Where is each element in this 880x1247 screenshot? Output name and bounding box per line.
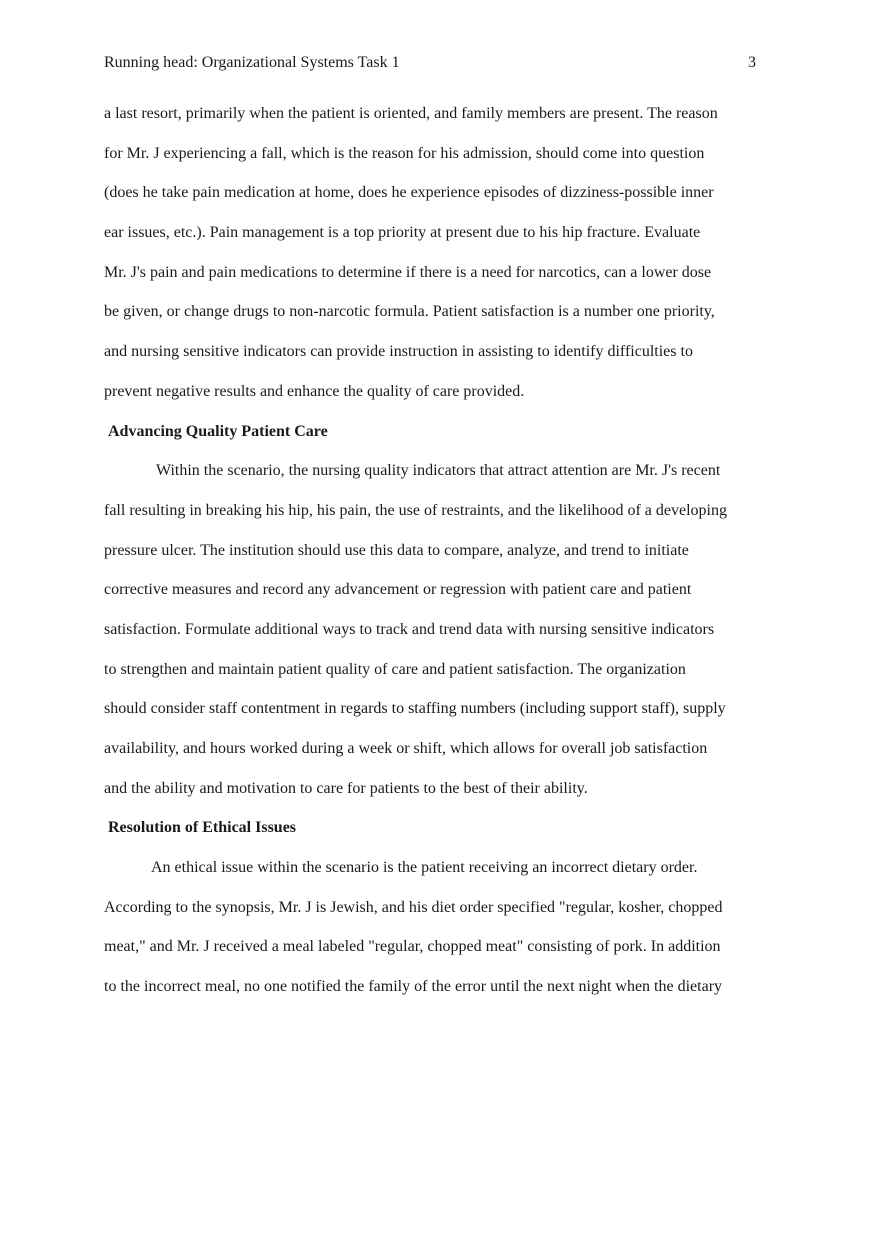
text-line: According to the synopsis, Mr. J is Jewish, and his diet order specified "regular, kosher, chopped (104, 898, 723, 916)
text-line: to strengthen and maintain patient quality of care and patient satisfaction. The organization (104, 660, 686, 678)
text-line: should consider staff contentment in regards to staffing numbers (including support staff), supply (104, 700, 726, 718)
text-line: prevent negative results and enhance the quality of care provided. (104, 382, 525, 400)
text-line: satisfaction. Formulate additional ways to track and trend data with nursing sensitive indicators (104, 620, 715, 638)
body-text (104, 94, 784, 1007)
text-line: a last resort, primarily when the patient is oriented, and family members are present. The reason (104, 105, 718, 122)
text-line: Within the scenario, the nursing quality indicators that attract attention are Mr. J's recent (156, 462, 721, 480)
text-line: for Mr. J experiencing a fall, which is the reason for his admission, should come into question (104, 144, 705, 162)
text-line: ear issues, etc.). Pain management is a top priority at present due to his hip fracture. Evaluate (104, 224, 701, 242)
text-line: and nursing sensitive indicators can provide instruction in assisting to identify difficulties to (104, 343, 693, 361)
page-number: 3 (748, 54, 756, 71)
text-line: availability, and hours worked during a week or shift, which allows for overall job satisfaction (104, 740, 708, 757)
text-line: to the incorrect meal, no one notified the family of the error until the next night when the dietary (104, 978, 723, 996)
text-line: (does he take pain medication at home, does he experience episodes of dizziness-possible inner (104, 184, 714, 202)
text-line: An ethical issue within the scenario is the patient receiving an incorrect dietary order. (151, 859, 698, 877)
running-head-title: Running head: Organizational Systems Task 1 (104, 54, 400, 71)
text-line: fall resulting in breaking his hip, his pain, the use of restraints, and the likelihood of a developing (104, 501, 727, 519)
text-line: pressure ulcer. The institution should use this data to compare, analyze, and trend to initiate (104, 541, 689, 559)
section-heading-ethical-issues: Resolution of Ethical Issues (108, 819, 297, 837)
text-line: corrective measures and record any advancement or regression with patient care and patient (104, 581, 692, 599)
text-line: and the ability and motivation to care for patients to the best of their ability. (104, 779, 588, 797)
running-head (104, 52, 756, 74)
section-heading-advancing-quality: Advancing Quality Patient Care (108, 422, 328, 440)
text-line: be given, or change drugs to non-narcotic formula. Patient satisfaction is a number one priority, (104, 303, 715, 321)
text-line: Mr. J's pain and pain medications to determine if there is a need for narcotics, can a lower dose (104, 263, 712, 281)
text-line: meat," and Mr. J received a meal labeled "regular, chopped meat" consisting of pork. In addition (104, 938, 721, 956)
